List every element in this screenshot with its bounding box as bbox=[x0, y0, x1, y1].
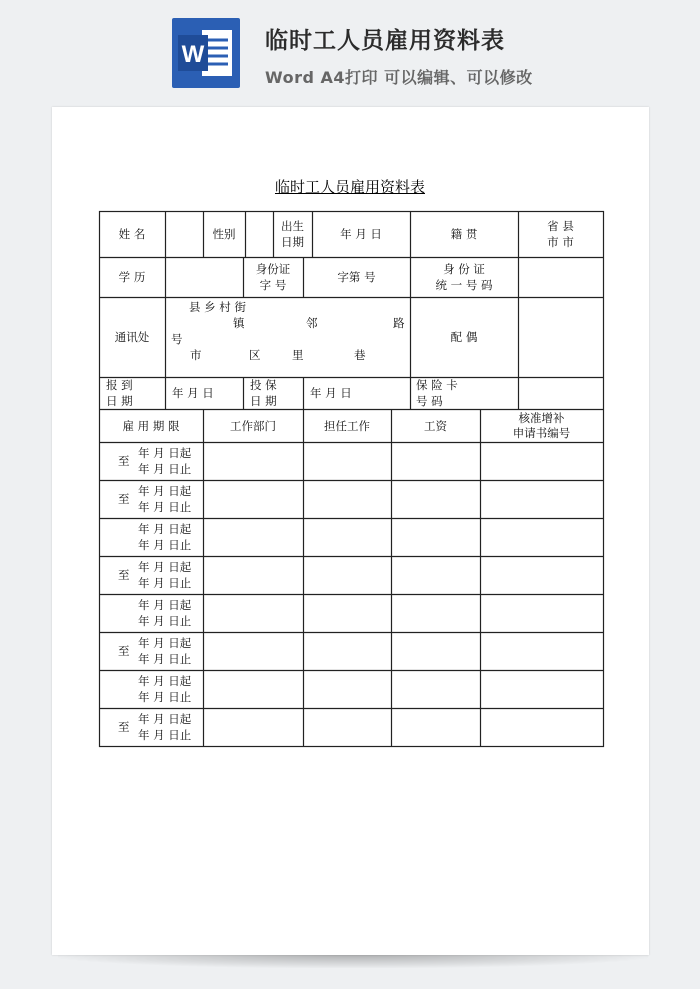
label-report-line1: 报 到 bbox=[106, 378, 133, 392]
address-qu: 区 bbox=[249, 348, 261, 362]
address-hao: 号 bbox=[171, 332, 183, 346]
label-uid-line1: 身 份 证 bbox=[443, 262, 485, 276]
report-date-field[interactable]: 年 月 日 bbox=[172, 386, 214, 400]
header-approval-line2: 申请书编号 bbox=[512, 426, 571, 440]
address-li: 里 bbox=[292, 348, 304, 362]
period-zhi-label: 至 bbox=[118, 492, 130, 506]
period-end-date[interactable]: 年 月 日止 bbox=[138, 500, 192, 514]
label-card-line1: 保 险 卡 bbox=[416, 378, 458, 392]
period-zhi-label: 至 bbox=[118, 568, 130, 582]
period-end-date[interactable]: 年 月 日止 bbox=[138, 728, 192, 742]
address-line-1: 县 乡 村 街 bbox=[189, 300, 246, 314]
period-zhi-label: 至 bbox=[118, 644, 130, 658]
header-salary: 工资 bbox=[424, 419, 447, 433]
period-end-date[interactable]: 年 月 日止 bbox=[138, 652, 192, 666]
page-subtitle: Word A4打印 可以编辑、可以修改 bbox=[265, 68, 533, 87]
header-period: 雇 用 期 限 bbox=[122, 419, 180, 433]
period-start-date[interactable]: 年 月 日起 bbox=[138, 636, 192, 650]
address-town: 镇 bbox=[233, 316, 245, 330]
period-end-date[interactable]: 年 月 日止 bbox=[138, 462, 192, 476]
period-start-date[interactable]: 年 月 日起 bbox=[138, 560, 192, 574]
label-native-place: 籍 贯 bbox=[450, 227, 478, 241]
insure-date-field[interactable]: 年 月 日 bbox=[310, 386, 352, 400]
header-approval-line1: 核准增补 bbox=[518, 411, 565, 425]
birth-date-field[interactable]: 年 月 日 bbox=[340, 227, 382, 241]
label-id-line2: 字 号 bbox=[259, 278, 287, 292]
period-end-date[interactable]: 年 月 日止 bbox=[138, 690, 192, 704]
label-card-line2: 号 码 bbox=[416, 394, 443, 408]
native-city: 市 市 bbox=[547, 235, 574, 249]
period-end-date[interactable]: 年 月 日止 bbox=[138, 614, 192, 628]
document-title: 临时工人员雇用资料表 bbox=[274, 178, 425, 196]
period-start-date[interactable]: 年 月 日起 bbox=[138, 522, 192, 536]
period-start-date[interactable]: 年 月 日起 bbox=[138, 446, 192, 460]
period-end-date[interactable]: 年 月 日止 bbox=[138, 538, 192, 552]
label-id-line1: 身份证 bbox=[255, 262, 291, 276]
id-number-field[interactable]: 字第 号 bbox=[337, 270, 376, 284]
period-start-date[interactable]: 年 月 日起 bbox=[138, 712, 192, 726]
period-start-date[interactable]: 年 月 日起 bbox=[138, 598, 192, 612]
label-insure-line1: 投 保 bbox=[250, 378, 277, 392]
svg-text:W: W bbox=[181, 41, 205, 68]
header-duty: 担任工作 bbox=[324, 419, 370, 433]
period-zhi-label: 至 bbox=[118, 720, 130, 734]
address-shi: 市 bbox=[190, 348, 202, 362]
header-department: 工作部门 bbox=[230, 419, 276, 433]
label-report-line2: 日 期 bbox=[106, 394, 133, 408]
label-address: 通讯处 bbox=[114, 330, 150, 344]
period-end-date[interactable]: 年 月 日止 bbox=[138, 576, 192, 590]
label-birth-line2: 日期 bbox=[281, 235, 304, 249]
address-neighborhood: 邻 bbox=[306, 316, 318, 330]
period-start-date[interactable]: 年 月 日起 bbox=[138, 674, 192, 688]
label-education: 学 历 bbox=[118, 270, 146, 284]
label-insure-line2: 日 期 bbox=[250, 394, 277, 408]
label-birth-line1: 出生 bbox=[281, 219, 304, 233]
label-spouse: 配 偶 bbox=[450, 330, 478, 344]
label-name: 姓 名 bbox=[118, 227, 146, 241]
period-zhi-label: 至 bbox=[118, 454, 130, 468]
address-road: 路 bbox=[393, 316, 405, 330]
address-xiang: 巷 bbox=[354, 348, 366, 362]
page-title: 临时工人员雇用资料表 bbox=[265, 28, 505, 54]
label-gender: 性别 bbox=[212, 227, 236, 241]
native-province-county: 省 县 bbox=[547, 219, 574, 233]
period-start-date[interactable]: 年 月 日起 bbox=[138, 484, 192, 498]
label-uid-line2: 统 一 号 码 bbox=[435, 278, 493, 292]
